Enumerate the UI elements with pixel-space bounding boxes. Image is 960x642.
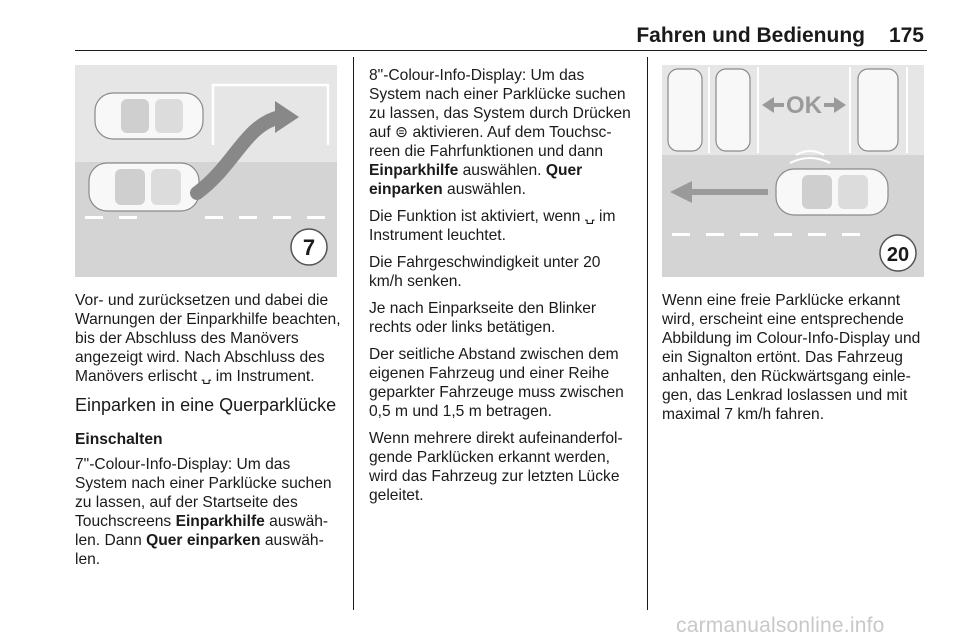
figure-badge-number: 20 [886, 244, 910, 266]
column-middle [369, 66, 637, 513]
park-assist-icon: ⍽ [201, 369, 212, 384]
paragraph: Die Funktion ist aktiviert, wenn ⍽ im Instrument leuchtet. [369, 208, 616, 244]
watermark: carmanualsonline.info [676, 614, 885, 637]
paragraph: Vor- und zurücksetzen und dabei die Warnungen der Einparkhilfe beachten, bis der Abschluss des Manövers angezeigt wird. Nach Abschluss des Manövers erlischt ⍽ im Instrument. [75, 292, 341, 385]
paragraph: Wenn eine freie Parklücke erkannt wird, erscheint eine entsprechende Abbildung im Colour-Info-Display und ein Signalton ertönt. Das Fahrzeug anhalten, den Rückwärtsgang einlegen, das Lenkrad loslassen und mit maximal 7 km/h fahren. [662, 292, 921, 423]
ok-label: OK [786, 92, 822, 119]
subheading: Einschalten [75, 431, 163, 448]
figure-badge-number: 7 [302, 235, 316, 260]
page-number: 175 [888, 24, 924, 47]
section-heading: Einparken in eine Querparklücke [75, 395, 337, 415]
park-assist-icon: ⍽ [584, 209, 595, 224]
column-divider [647, 57, 648, 610]
lane-markings [85, 216, 325, 219]
column-right [662, 291, 926, 432]
paragraph: Der seitliche Abstand zwischen dem eigenen Fahrzeug und einer Reihe geparkter Fahrzeuge muss zwischen 0,5 m und 1,5 m betragen. [369, 346, 624, 420]
illustration-perpendicular-parking [75, 65, 337, 277]
paragraph: 7"-Colour-Info-Display: Um das System nach einer Parklücke suchen zu lassen, auf der Startseite des Touchscreens Einparkhilfe auswählen. Dann Quer einparken auswählen. [75, 456, 332, 568]
illustration-space-detected [662, 65, 924, 277]
paragraph: Je nach Einparkseite den Blinker rechts oder links betätigen. [369, 300, 597, 336]
steering-wheel-icon: ⊜ [395, 124, 409, 141]
parked-car-icon [95, 93, 203, 139]
column-divider [353, 57, 354, 610]
paragraph: Die Fahrgeschwindigkeit unter 20 km/h senken. [369, 254, 601, 290]
own-car-icon [89, 163, 199, 211]
paragraph: 8"-Colour-Info-Display: Um das System nach einer Parklücke suchen zu lassen, das System durch Drücken auf ⊜ aktivieren. Auf dem Touchscreen die Fahrfunktionen und dann Einparkhilfe auswählen. Quer einparken auswählen. [369, 67, 631, 198]
own-car-icon [776, 169, 888, 215]
column-left [75, 291, 343, 577]
paragraph: Wenn mehrere direkt aufeinanderfolgende Parklücken erkannt werden, wird das Fahrzeug zur letzten Lücke geleitet. [369, 430, 623, 504]
movement-arrow-shaft [688, 189, 768, 195]
header-rule [75, 50, 927, 51]
section-title: Fahren und Bedienung [636, 24, 865, 47]
